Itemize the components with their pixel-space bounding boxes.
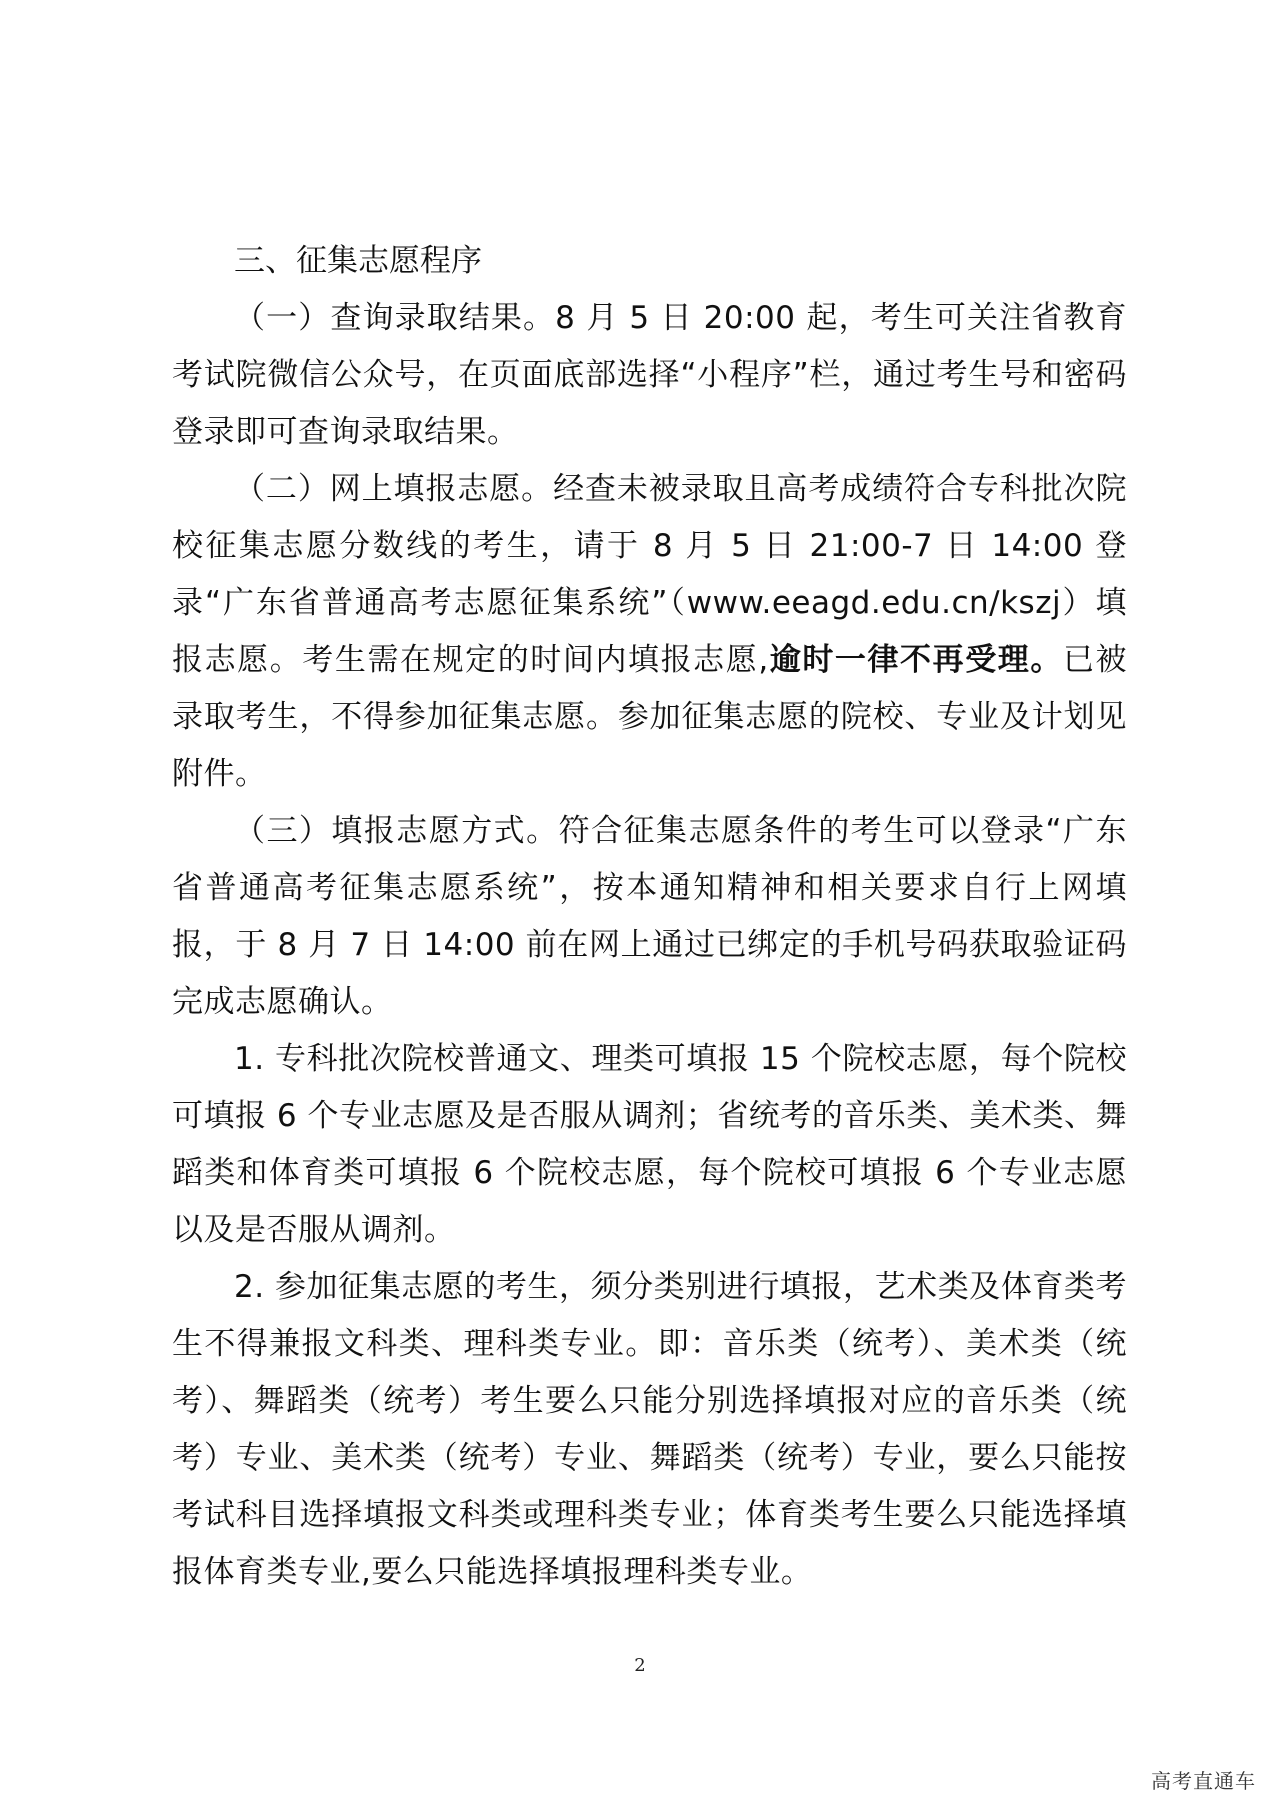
section-heading: 三、征集志愿程序	[234, 243, 482, 279]
paragraph-online-application-main: （二）网上填报志愿。经查未被录取且高考成绩符合专科批次院校征集志愿分数线的考生，请于 8 月 5 日 21:00-7 日 14:00 登录“广东省普通高考志愿征集系统”（www.eeagd.edu.cn/kszj）填报志愿。考生需在规定的时间内填报志愿,	[172, 471, 1127, 678]
paragraph-rule-2: 2. 参加征集志愿的考生，须分类别进行填报，艺术类及体育类考生不得兼报文科类、理科类专业。即：音乐类（统考）、美术类（统考）、舞蹈类（统考）考生要么只能分别选择填报对应的音乐类（统考）专业、美术类（统考）专业、舞蹈类（统考）专业，要么只能按考试科目选择填报文科类或理科类专业；体育类考生要么只能选择填报体育类专业,要么只能选择填报理科类专业。	[172, 1269, 1127, 1590]
paragraph-rule-1: 1. 专科批次院校普通文、理类可填报 15 个院校志愿，每个院校可填报 6 个专业志愿及是否服从调剂；省统考的音乐类、美术类、舞蹈类和体育类可填报 6 个院校志愿，每个院校可填报 6 个专业志愿以及是否服从调剂。	[172, 1041, 1128, 1248]
paragraph-online-application	[172, 461, 1127, 803]
paragraph-application-method: （三）填报志愿方式。符合征集志愿条件的考生可以登录“广东省普通高考征集志愿系统”，按本通知精神和相关要求自行上网填报，于 8 月 7 日 14:00 前在网上通过已绑定的手机号码获取验证码完成志愿确认。	[172, 813, 1127, 1020]
paragraph-online-application-deadline-warning: 逾时一律不再受理。	[768, 642, 1063, 678]
paragraph-query-results: （一）查询录取结果。8 月 5 日 20:00 起，考生可关注省教育考试院微信公众号，在页面底部选择“小程序”栏，通过考生号和密码登录即可查询录取结果。	[172, 300, 1127, 450]
paragraph-online-application-tail: 已被录取考生，不得参加征集志愿。参加征集志愿的院校、专业及计划见附件。	[172, 642, 1128, 792]
document-body	[172, 233, 1127, 1601]
page-number: 2	[634, 1655, 646, 1676]
watermark: 高考直通车	[1151, 1769, 1256, 1793]
